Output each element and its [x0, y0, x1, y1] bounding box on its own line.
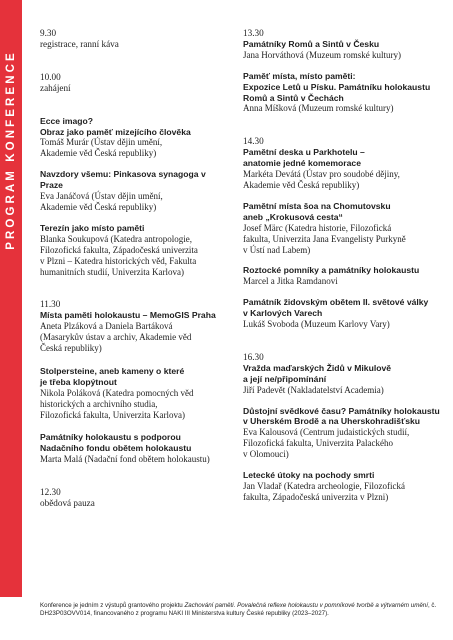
- program-block: [40, 116, 230, 160]
- program-block: [40, 223, 230, 278]
- footer-project-title: Zachování paměti. Povalečná reflexe holokaustu v pomníkové tvorbě a výtvarném umění: [184, 602, 428, 609]
- talk-speakers: Marcel a Jitka Ramdanovi: [243, 276, 338, 287]
- talk-speakers: Josef Märc (Katedra historie, Filozofická fakulta, Univerzita Jana Evangelisty Purkyně v Ústí nad Labem): [243, 222, 406, 255]
- talk-speakers: Eva Janáčová (Ústav dějin umění, Akademie věd Česká republiky): [40, 191, 163, 212]
- talk-title: Terezín jako místo paměti: [40, 222, 145, 233]
- talk-speakers: Jan Vladař (Katedra archeologie, Filozofická fakulta, Západočeská univerzita v Plzni): [243, 481, 406, 502]
- program-block: [40, 72, 230, 94]
- block-time: 14.30: [243, 136, 264, 147]
- block-time: 16.30: [243, 351, 264, 362]
- talk-speakers: Lukáš Svoboda (Muzeum Karlovy Vary): [243, 319, 390, 330]
- footer-suffix: , č. DH23P03OVV014, financovaného z programu NAKI III Ministerstva kultury České republiky (2023–2027).: [40, 602, 437, 618]
- talk-speakers: Nikola Poláková (Katedra pomocných věd historických a archivního studia, Filozofická fakulta, Univerzita Karlova): [40, 387, 194, 420]
- block-note: zahájení: [40, 82, 71, 93]
- talk-speakers: Aneta Plzáková a Daniela Bartáková (Masarykův ústav a archiv, Akademie věd Česká republiky): [40, 321, 192, 354]
- talk-title: Památníky Romů a Sintů v Česku: [243, 38, 380, 49]
- program-right-column: [243, 28, 448, 503]
- program-block: [40, 169, 230, 213]
- block-time: 9.30: [40, 28, 57, 38]
- program-block: [243, 297, 448, 330]
- talk-title: Ecce imago? Obraz jako paměť mizejícího člověka: [40, 115, 191, 137]
- program-block: [243, 28, 448, 61]
- block-note: registrace, ranní káva: [40, 38, 119, 49]
- program-block: [243, 265, 448, 287]
- program-block: [243, 71, 448, 115]
- program-block: [40, 487, 230, 509]
- sidebar-label: PROGRAM KONFERENCE: [5, 50, 17, 250]
- block-time: 12.30: [40, 487, 61, 498]
- talk-title: Stolpersteine, aneb kameny o které je třeba klopýtnout: [40, 365, 185, 387]
- talk-title: Důstojní svědkové času? Památníky holokaustu v Uherském Brodě a na Uherskohradišťsku: [243, 405, 440, 427]
- talk-speakers: Anna Míšková (Muzeum romské kultury): [243, 103, 394, 114]
- program-block: [243, 470, 448, 503]
- program-block: [243, 136, 448, 191]
- side-band: [0, 0, 22, 597]
- talk-speakers: Eva Kalousová (Centrum judaistických studií, Filozofická fakulta, Univerzita Palackého v Olomouci): [243, 427, 410, 460]
- talk-title: Navzdory všemu: Pinkasova synagoga v Praze: [40, 169, 206, 191]
- program-block: [243, 406, 448, 461]
- program-block: [40, 432, 230, 465]
- talk-title: Místa paměti holokaustu – MemoGIS Praha: [40, 310, 216, 321]
- program-block: [40, 366, 230, 421]
- talk-speakers: Blanka Soukupová (Katedra antropologie, Filozofická fakulta, Západočeská univerzita v Plzni – Katedra historických věd, Fakulta humanitních studií, Univerzita Karlova): [40, 233, 198, 277]
- talk-title: Památníky holokaustu s podporou Nadačního fondu obětem holokaustu: [40, 432, 192, 454]
- talk-title: Vražda maďarských Židů v Mikulově a její ne/připomínání: [243, 362, 392, 384]
- program-block: [243, 352, 448, 396]
- talk-title: Letecké útoky na pochody smrti: [243, 470, 375, 481]
- talk-title: Pamětní deska u Parkhotelu – anatomie jedné komemorace: [243, 147, 365, 169]
- talk-speakers: Jana Horváthová (Muzeum romské kultury): [243, 49, 401, 60]
- talk-title: Pamětní místa šoa na Chomutovsku aneb „Krokusová cesta“: [243, 200, 391, 222]
- talk-speakers: Jiří Padevět (Nakladatelství Academia): [243, 384, 384, 395]
- block-time: 11.30: [40, 299, 61, 310]
- talk-speakers: Tomáš Murár (Ústav dějin umění, Akademie věd Česká republiky): [40, 137, 163, 159]
- talk-title: Památník židovským obětem II. světové války v Karlových Varech: [243, 297, 429, 319]
- program-block: [243, 201, 448, 256]
- talk-speakers: Marta Malá (Nadační fond obětem holokaustu): [40, 454, 210, 465]
- block-note: obědová pauza: [40, 498, 95, 509]
- program-block: [40, 299, 230, 354]
- block-time: 10.00: [40, 71, 61, 82]
- program-left-column: [40, 28, 230, 509]
- talk-title: Roztocké pomníky a památníky holokaustu: [243, 265, 420, 276]
- footer-note: [40, 602, 445, 619]
- block-time: 13.30: [243, 28, 264, 38]
- talk-speakers: Markéta Devátá (Ústav pro soudobé dějiny, Akademie věd Česká republiky): [243, 169, 400, 190]
- talk-title: Paměť místa, místo paměti: Expozice Letů u Písku. Památníku holokaustu Romů a Sintů v Čechách: [243, 70, 431, 103]
- footer-prefix: Konference je jedním z výstupů grantového projektu: [40, 602, 185, 609]
- program-block: [40, 28, 230, 50]
